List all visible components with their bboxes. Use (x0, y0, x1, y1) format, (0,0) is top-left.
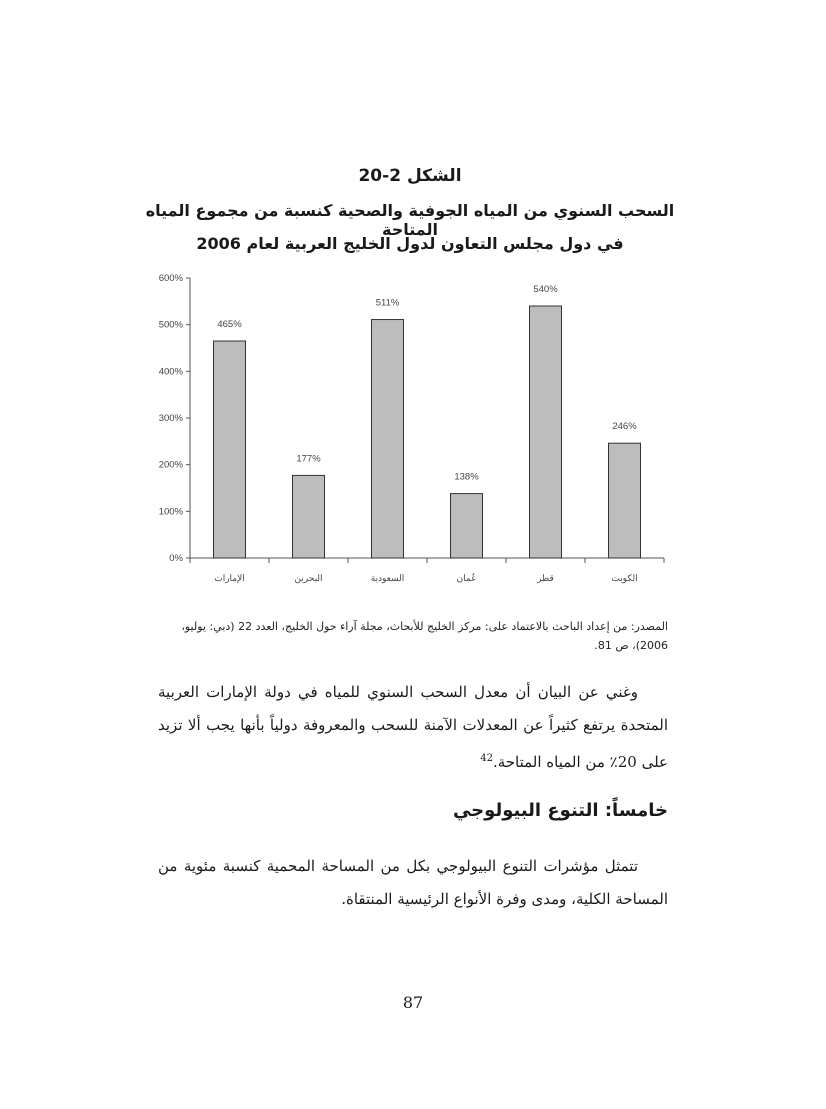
x-category-label-5: الكويت (611, 573, 638, 583)
x-axis (190, 558, 664, 584)
footnote-ref: 42 (480, 753, 493, 764)
y-tick-label: 100% (158, 506, 183, 518)
data-label-2: 511% (375, 297, 400, 309)
y-tick-label: 0% (169, 553, 183, 564)
y-tick-label: 500% (158, 319, 183, 331)
x-category-label-0: الإمارات (214, 573, 245, 583)
bar-2 (372, 320, 404, 558)
bar-3 (451, 494, 483, 558)
figure-number: الشكل 2-20 (358, 166, 462, 186)
paragraph-biodiversity: تتمثل مؤشرات التنوع البيولوجي بكل من المساحة المحمية كنسبة مئوية من المساحة الكلية، ومدى وفرة الأنواع الرئيسية المنتقاة. (158, 857, 668, 908)
bar-0 (214, 341, 246, 558)
data-label-5: 246% (612, 421, 637, 433)
x-category-label-4: قطر (537, 573, 554, 583)
paragraph-water-withdrawal (158, 676, 668, 779)
section-heading: خامساً: التنوع البيولوجي (452, 800, 668, 821)
bar-1 (293, 475, 325, 558)
y-tick-label: 300% (158, 413, 183, 424)
data-labels (217, 284, 637, 483)
y-tick-label: 400% (158, 366, 183, 378)
paragraph-text: وغني عن البيان أن معدل السحب السنوي للمياه في دولة الإمارات العربية المتحدة يرتفع كثيراً عن المعدلات الآمنة للسحب والمعروفة دولياً بأنها يجب ألا تزيد على 20٪ من المياه المتاحة. (158, 683, 668, 771)
data-label-4: 540% (533, 284, 558, 295)
y-axis (159, 273, 190, 564)
bar-5 (609, 443, 641, 558)
figure-title-line1: السحب السنوي من المياه الجوفية والصحية كنسبة من مجموع المياه المتاحة (145, 201, 675, 239)
x-category-label-3: عُمان (456, 573, 477, 583)
y-tick-label: 600% (158, 273, 183, 284)
data-label-0: 465% (217, 319, 242, 330)
data-label-1: 177% (296, 453, 321, 465)
bar-chart (150, 266, 680, 596)
bar-4 (530, 306, 562, 558)
figure-title-line2: في دول مجلس التعاون لدول الخليج العربية لعام 2006 (196, 234, 624, 253)
x-category-label-1: البحرين (294, 573, 323, 583)
y-tick-label: 200% (158, 459, 183, 471)
x-category-label-2: السعودية (370, 573, 405, 583)
bars (214, 306, 641, 558)
figure-source: المصدر: من إعداد الباحث بالاعتماد على: مركز الخليج للأبحاث، مجلة آراء حول الخليج، العدد 22 (دبي: يوليو، 2006)، ص 81. (181, 620, 668, 652)
page-number: 87 (402, 993, 424, 1012)
data-label-3: 138% (454, 471, 479, 483)
